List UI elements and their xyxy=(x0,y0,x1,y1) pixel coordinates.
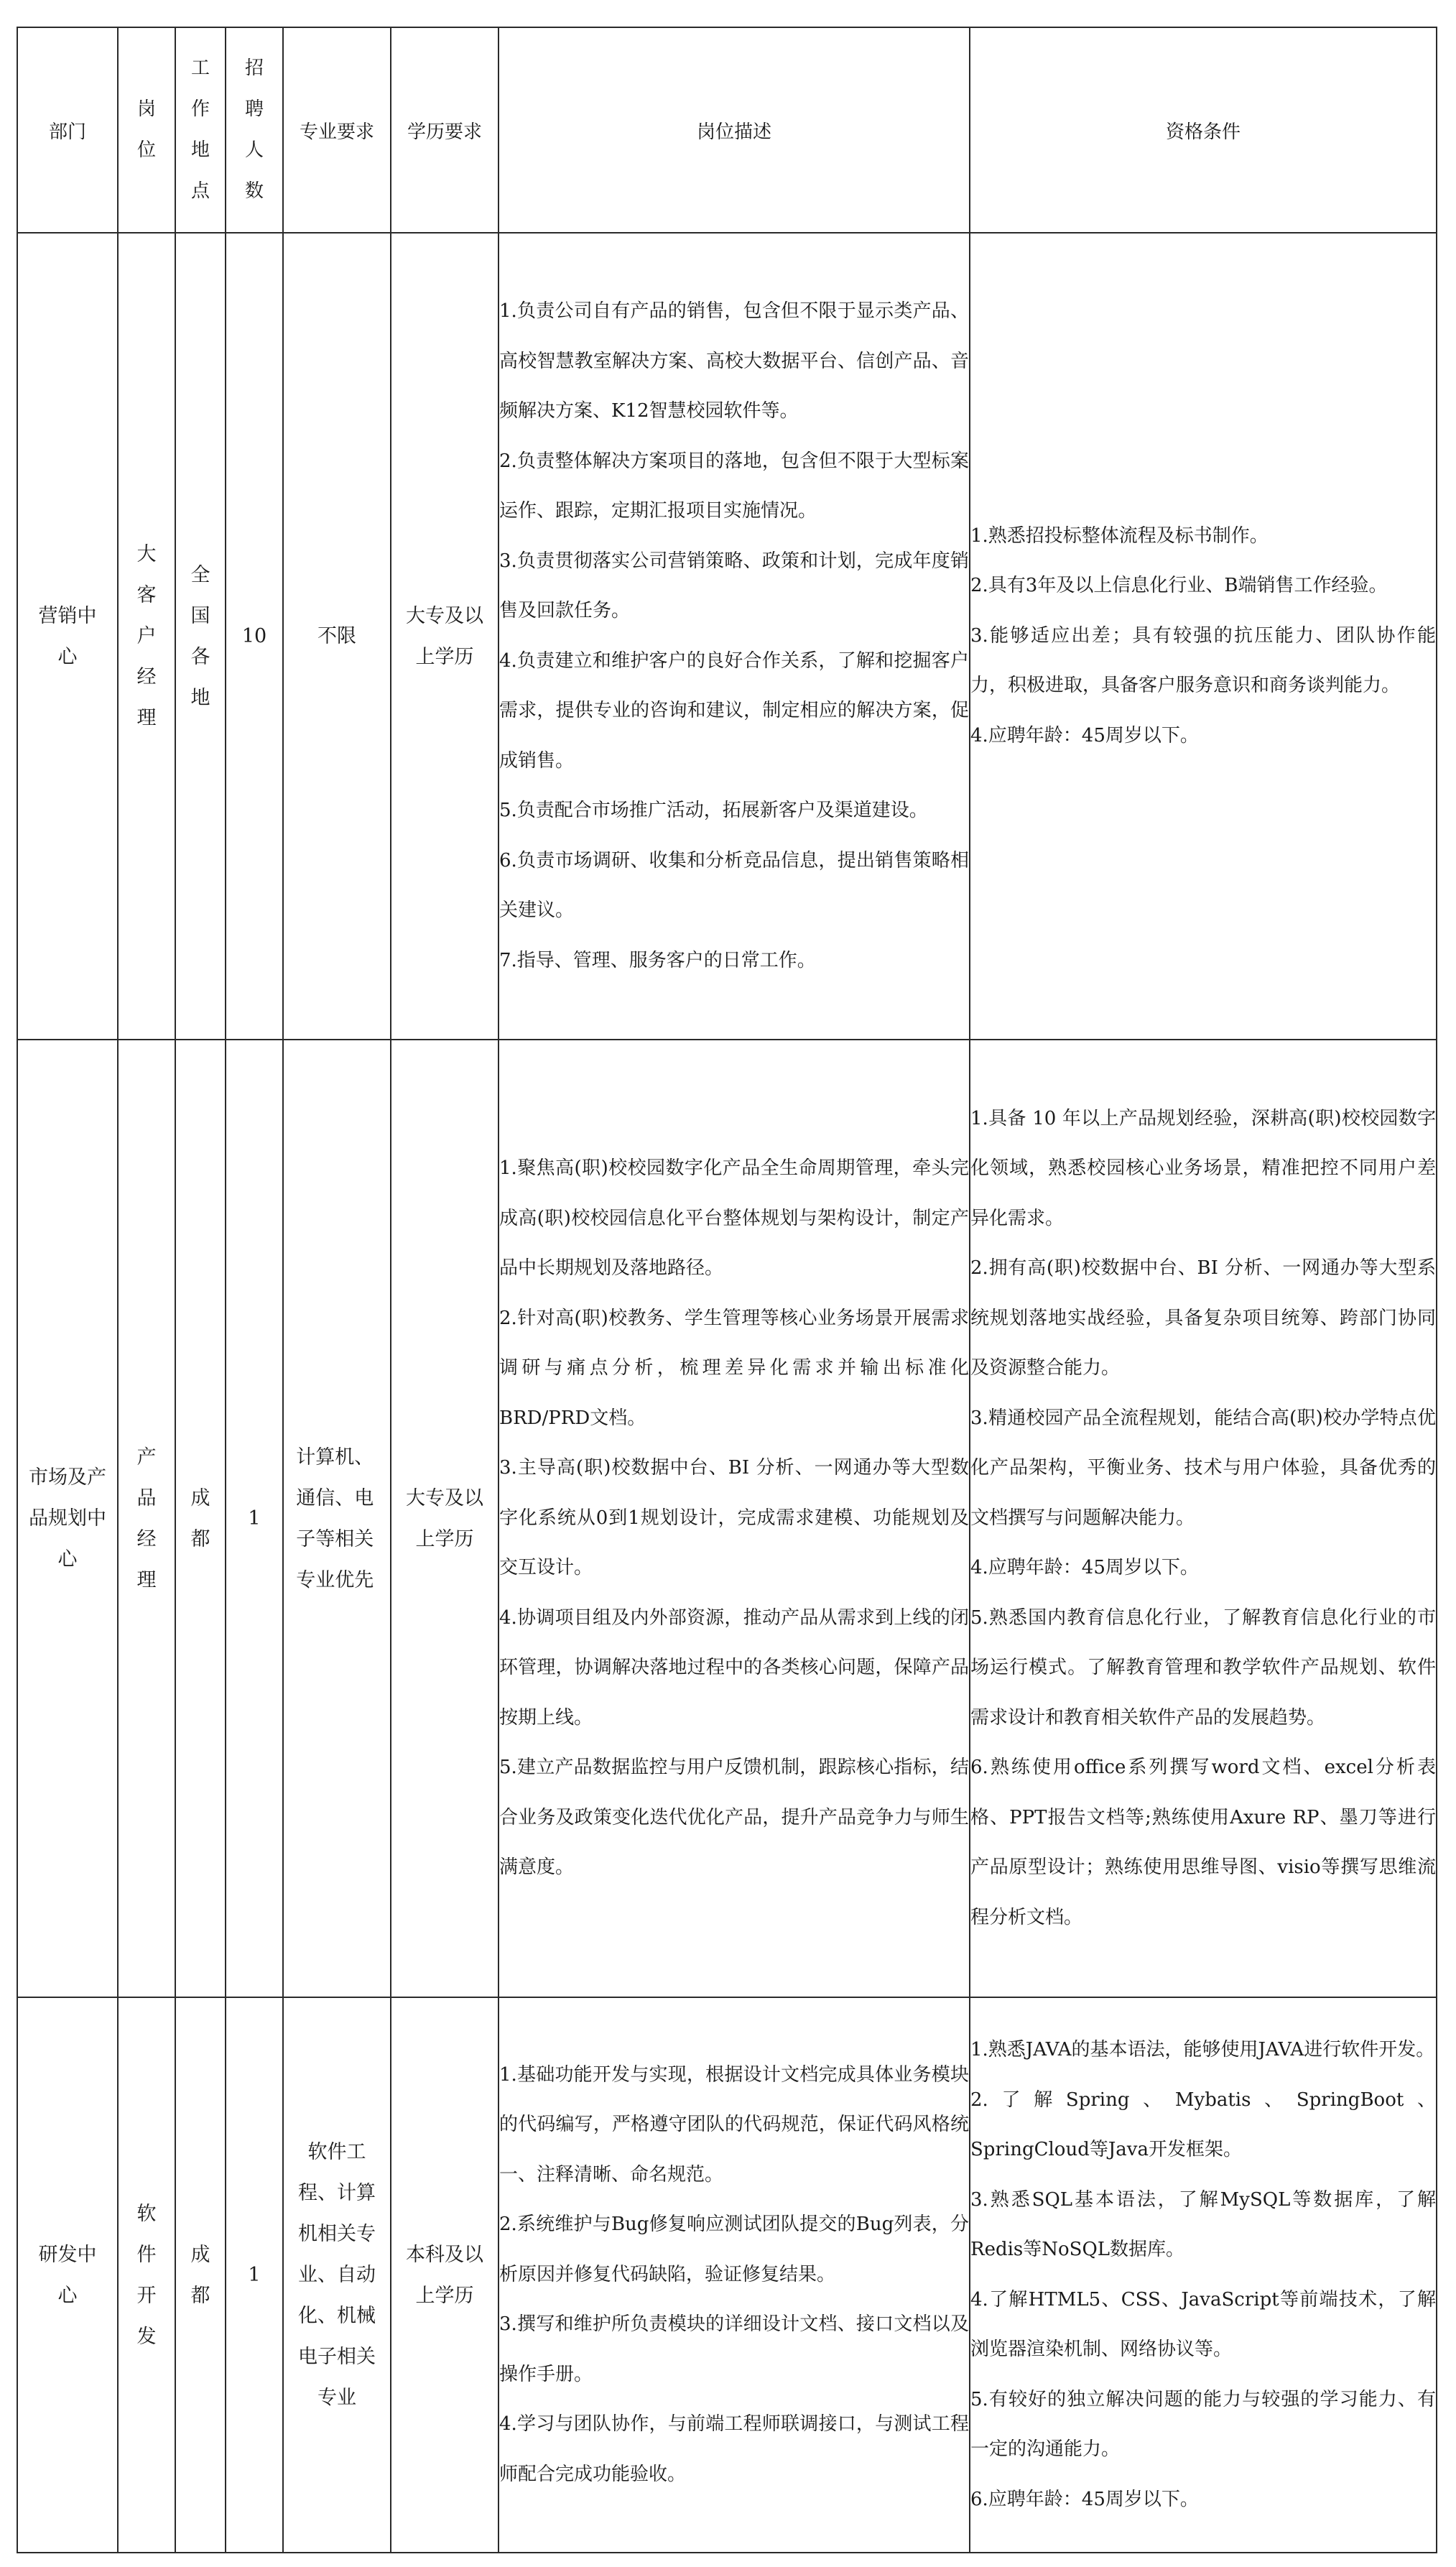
description-item: 3.撰写和维护所负责模块的详细设计文档、接口文档以及操作手册。 xyxy=(499,2313,969,2385)
qualification-item: 1.熟悉招投标整体流程及标书制作。 xyxy=(970,524,1269,547)
description-item: 1.聚焦高(职)校校园数字化产品全生命周期管理，牵头完成高(职)校校园信息化平台整体规划与架构设计，制定产品中长期规划及落地路径。 xyxy=(499,1157,969,1280)
education-cell: 大专及以上学历 xyxy=(391,1040,499,1997)
header-dept: 部门 xyxy=(17,27,118,233)
table-row xyxy=(17,233,1437,1040)
qualification-item: 5.熟悉国内教育信息化行业，了解教育信息化行业的市场运行模式。了解教育管理和教学软件产品规划、软件需求设计和教育相关软件产品的发展趋势。 xyxy=(970,1606,1436,1729)
qualification-item: 5.有较好的独立解决问题的能力与较强的学习能力、有一定的沟通能力。 xyxy=(970,2388,1436,2460)
table-row xyxy=(17,1997,1437,2553)
qualification-item: 4.应聘年龄：45周岁以下。 xyxy=(970,1557,1199,1579)
location-cell: 成都 xyxy=(175,1040,226,1997)
description-cell xyxy=(499,233,970,1040)
qualification-item: 1.熟悉JAVA的基本语法，能够使用JAVA进行软件开发。 xyxy=(970,2039,1435,2060)
qualification-item: 4.应聘年龄：45周岁以下。 xyxy=(970,724,1199,746)
dept-cell: 营销中心 xyxy=(17,233,118,1040)
header-position: 岗位 xyxy=(118,27,175,233)
qualifications-cell xyxy=(970,1997,1437,2553)
header-major: 专业要求 xyxy=(283,27,391,233)
position-cell: 产品经理 xyxy=(118,1040,175,1997)
qualification-item: 6.熟练使用office系列撰写word文档、excel分析表格、PPT报告文档等;熟练使用Axure RP、墨刀等进行产品原型设计；熟练使用思维导图、visio等撰写思维流程分析文档。 xyxy=(970,1757,1436,1928)
description-item: 2.针对高(职)校教务、学生管理等核心业务场景开展需求调研与痛点分析，梳理差异化需求并输出标准化BRD/PRD文档。 xyxy=(499,1307,969,1429)
header-education: 学历要求 xyxy=(391,27,499,233)
description-item: 4.协调项目组及内外部资源，推动产品从需求到上线的闭环管理，协调解决落地过程中的各类核心问题，保障产品按期上线。 xyxy=(499,1606,969,1729)
qualification-item: 3.能够适应出差；具有较强的抗压能力、团队协作能力，积极进取，具备客户服务意识和商务谈判能力。 xyxy=(970,624,1436,697)
description-item: 1.负责公司自有产品的销售，包含但不限于显示类产品、高校智慧教室解决方案、高校大数据平台、信创产品、音频解决方案、K12智慧校园软件等。 xyxy=(499,300,969,422)
qualification-item: 4.了解HTML5、CSS、JavaScript等前端技术，了解浏览器渲染机制、网络协议等。 xyxy=(970,2288,1436,2360)
education-cell: 本科及以上学历 xyxy=(391,1997,499,2553)
education-cell: 大专及以上学历 xyxy=(391,233,499,1040)
qualification-item: 6.应聘年龄：45周岁以下。 xyxy=(970,2488,1199,2510)
position-cell: 大客户经理 xyxy=(118,233,175,1040)
header-row xyxy=(17,27,1437,233)
description-cell xyxy=(499,1040,970,1997)
headcount-cell: 1 xyxy=(226,1997,283,2553)
qualification-item: 2.了解Spring、Mybatis、SpringBoot、SpringCloud等Java开发框架。 xyxy=(970,2089,1436,2160)
dept-cell: 研发中心 xyxy=(17,1997,118,2553)
description-item: 7.指导、管理、服务客户的日常工作。 xyxy=(499,949,816,971)
major-cell: 软件工程、计算机相关专业、自动化、机械电子相关专业 xyxy=(283,1997,391,2553)
description-item: 3.主导高(职)校数据中台、BI 分析、一网通办等大型数字化系统从0到1规划设计，完成需求建模、功能规划及交互设计。 xyxy=(499,1457,969,1579)
location-cell: 全国各地 xyxy=(175,233,226,1040)
description-item: 2.负责整体解决方案项目的落地，包含但不限于大型标案运作、跟踪，定期汇报项目实施情况。 xyxy=(499,450,969,522)
description-item: 4.负责建立和维护客户的良好合作关系，了解和挖掘客户需求，提供专业的咨询和建议，制定相应的解决方案，促成销售。 xyxy=(499,649,969,772)
header-qualifications: 资格条件 xyxy=(970,27,1437,233)
header-headcount: 招聘人数 xyxy=(226,27,283,233)
headcount-cell: 1 xyxy=(226,1040,283,1997)
header-description: 岗位描述 xyxy=(499,27,970,233)
qualification-item: 2.拥有高(职)校数据中台、BI 分析、一网通办等大型系统规划落地实战经验，具备复杂项目统筹、跨部门协同及资源整合能力。 xyxy=(970,1257,1436,1379)
headcount-cell: 10 xyxy=(226,233,283,1040)
description-item: 4.学习与团队协作，与前端工程师联调接口，与测试工程师配合完成功能验收。 xyxy=(499,2413,969,2485)
location-cell: 成都 xyxy=(175,1997,226,2553)
qualifications-cell xyxy=(970,233,1437,1040)
major-cell: 计算机、通信、电子等相关专业优先 xyxy=(283,1040,391,1997)
table-row xyxy=(17,1040,1437,1997)
recruitment-table xyxy=(17,27,1437,2553)
description-cell xyxy=(499,1997,970,2553)
qualification-item: 3.精通校园产品全流程规划，能结合高(职)校办学特点优化产品架构，平衡业务、技术与用户体验，具备优秀的文档撰写与问题解决能力。 xyxy=(970,1407,1436,1529)
qualification-item: 2.具有3年及以上信息化行业、B端销售工作经验。 xyxy=(970,575,1388,597)
description-item: 1.基础功能开发与实现，根据设计文档完成具体业务模块的代码编写，严格遵守团队的代码规范，保证代码风格统一、注释清晰、命名规范。 xyxy=(499,2063,969,2186)
description-item: 5.建立产品数据监控与用户反馈机制，跟踪核心指标，结合业务及政策变化迭代优化产品，提升产品竞争力与师生满意度。 xyxy=(499,1757,969,1879)
qualifications-cell xyxy=(970,1040,1437,1997)
description-item: 5.负责配合市场推广活动，拓展新客户及渠道建设。 xyxy=(499,800,928,821)
description-item: 2.系统维护与Bug修复响应测试团队提交的Bug列表，分析原因并修复代码缺陷，验证修复结果。 xyxy=(499,2214,969,2285)
qualification-item: 1.具备 10 年以上产品规划经验，深耕高(职)校校园数字化领域，熟悉校园核心业务场景，精准把控不同用户差异化需求。 xyxy=(970,1107,1436,1229)
position-cell: 软件开发 xyxy=(118,1997,175,2553)
qualification-item: 3.熟悉SQL基本语法，了解MySQL等数据库，了解Redis等NoSQL数据库。 xyxy=(970,2188,1436,2260)
description-item: 6.负责市场调研、收集和分析竞品信息，提出销售策略相关建议。 xyxy=(499,849,969,921)
header-location: 工作地点 xyxy=(175,27,226,233)
major-cell: 不限 xyxy=(283,233,391,1040)
description-item: 3.负责贯彻落实公司营销策略、政策和计划，完成年度销售及回款任务。 xyxy=(499,550,969,621)
dept-cell: 市场及产品规划中心 xyxy=(17,1040,118,1997)
